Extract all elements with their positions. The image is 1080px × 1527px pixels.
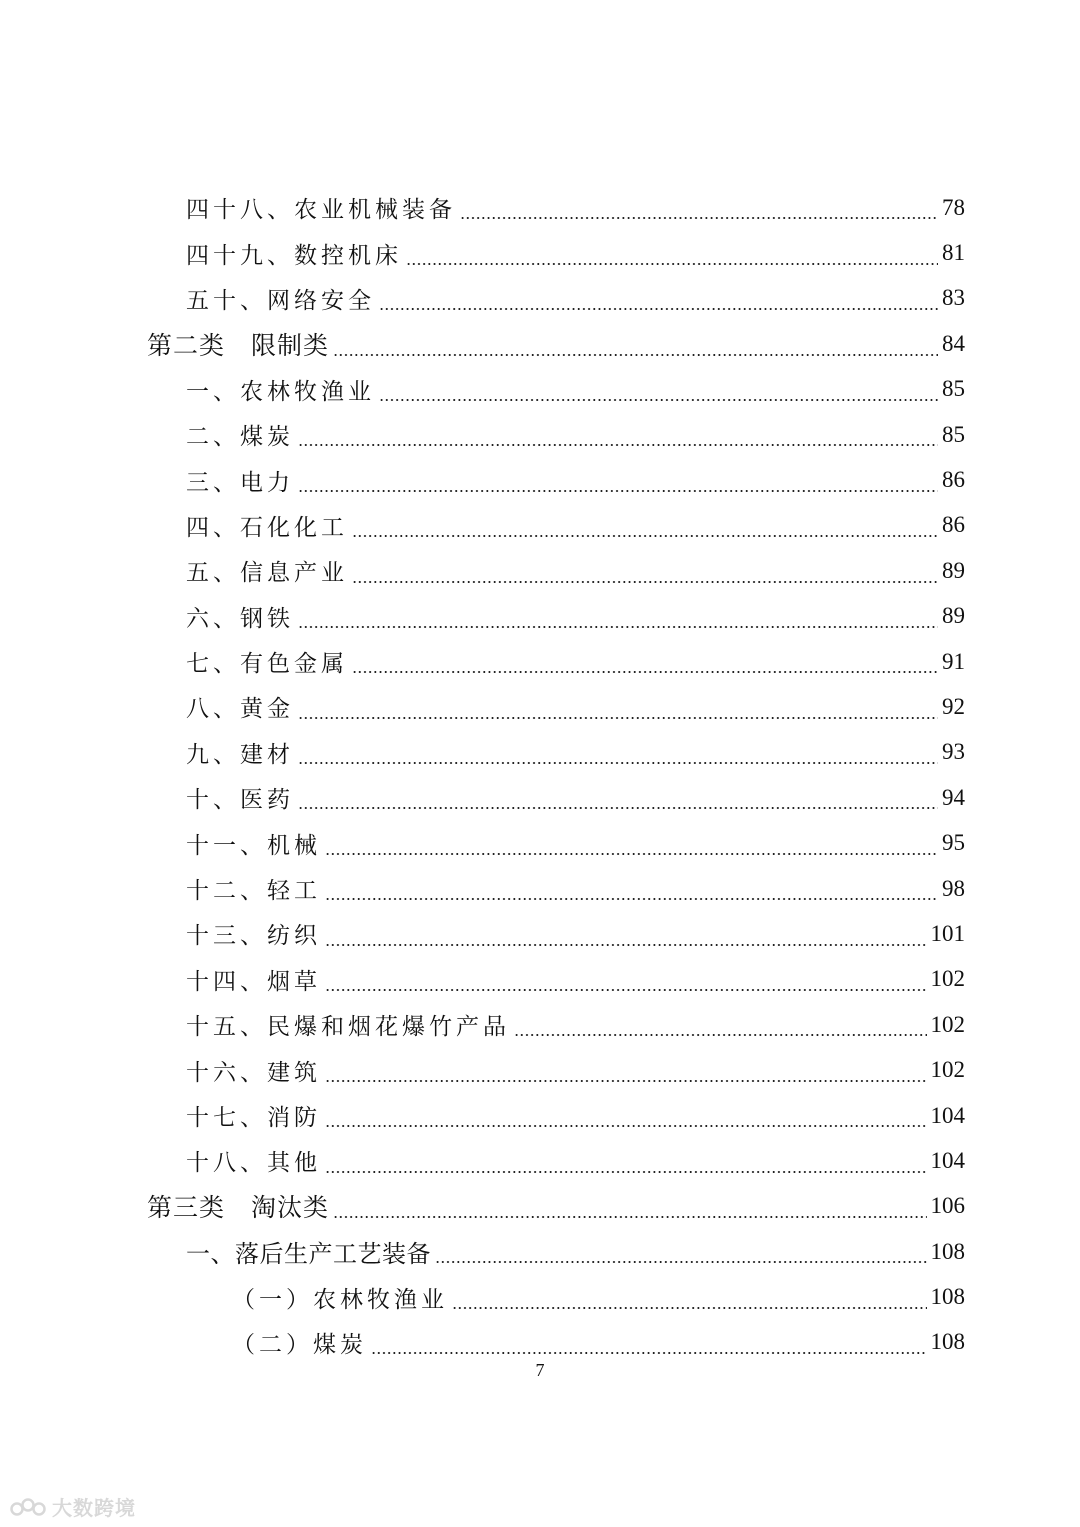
dot-leader — [435, 1261, 927, 1263]
toc-entry-page: 85 — [942, 376, 965, 402]
toc-entry-title: 九、建材 — [186, 741, 294, 768]
toc-entry-page: 86 — [942, 512, 965, 538]
toc-entry-title: 一、落后生产工艺装备 — [186, 1240, 431, 1269]
page-number: 7 — [535, 1360, 545, 1380]
toc-entry[interactable] — [0, 684, 1080, 729]
toc-entry-page: 83 — [942, 285, 965, 311]
toc-entry-page: 102 — [930, 966, 965, 992]
toc-entry-title: 二、煤炭 — [186, 424, 294, 451]
dot-leader — [352, 671, 938, 673]
toc-entry-title: 十四、烟草 — [186, 968, 321, 995]
dot-leader — [325, 1171, 927, 1173]
toc-entry-title: 五十、网络安全 — [186, 287, 375, 314]
toc-entry-title: 十二、轻工 — [186, 878, 321, 905]
toc-entry-page: 108 — [930, 1284, 965, 1310]
dot-leader — [298, 762, 938, 764]
toc-entry-page: 84 — [942, 330, 965, 356]
dot-leader — [514, 1034, 927, 1036]
toc-subentry[interactable] — [0, 1320, 1080, 1365]
toc-entry[interactable] — [0, 412, 1080, 457]
toc-category-restricted[interactable] — [0, 321, 1080, 366]
toc-subentry[interactable] — [0, 1274, 1080, 1319]
toc-entry-title: 十五、民爆和烟花爆竹产品 — [186, 1014, 510, 1041]
toc-entry-title: 十七、消防 — [186, 1105, 321, 1131]
toc-entry-page: 104 — [930, 1102, 965, 1128]
toc-entry[interactable] — [0, 548, 1080, 593]
toc-entry[interactable] — [0, 1002, 1080, 1047]
toc-entry[interactable] — [0, 503, 1080, 548]
toc-entry-page: 89 — [942, 557, 965, 583]
toc-entry[interactable] — [0, 457, 1080, 502]
dot-leader — [325, 1080, 927, 1082]
dot-leader — [379, 308, 938, 310]
watermark-text: 大数跨境 — [52, 1496, 136, 1520]
dot-leader — [325, 853, 938, 855]
toc-entry-page: 98 — [942, 875, 965, 901]
toc-entry[interactable] — [0, 866, 1080, 911]
toc-entry-page: 86 — [942, 467, 965, 493]
dot-leader — [298, 444, 938, 446]
toc-entry-page: 102 — [930, 1011, 965, 1037]
toc-entry-title: 十六、建筑 — [186, 1059, 321, 1086]
toc-entry-page: 106 — [930, 1193, 965, 1219]
dot-leader — [298, 807, 938, 809]
table-of-contents — [0, 185, 1080, 1365]
toc-entry[interactable] — [0, 775, 1080, 820]
dot-leader — [379, 399, 938, 401]
toc-entry-title: （二）煤炭 — [232, 1331, 367, 1358]
dot-leader — [325, 944, 927, 946]
toc-entry-page: 104 — [930, 1147, 965, 1173]
toc-entry-title: 十三、纺织 — [186, 923, 321, 950]
toc-entry[interactable] — [0, 185, 1080, 230]
toc-entry-page: 85 — [942, 421, 965, 447]
toc-entry-page: 108 — [930, 1238, 965, 1264]
dot-leader — [460, 217, 938, 219]
dot-leader — [325, 989, 927, 991]
toc-entry[interactable] — [0, 367, 1080, 412]
dot-leader — [325, 1125, 927, 1127]
toc-entry-page: 78 — [942, 194, 965, 220]
toc-entry[interactable] — [0, 230, 1080, 275]
dot-leader — [333, 1216, 926, 1218]
toc-entry-page: 101 — [930, 920, 965, 946]
toc-entry-title: 七、有色金属 — [186, 651, 348, 678]
toc-entry[interactable] — [0, 820, 1080, 865]
toc-entry[interactable] — [0, 911, 1080, 956]
dot-leader — [352, 535, 938, 537]
dot-leader — [452, 1307, 927, 1309]
toc-category-eliminated[interactable] — [0, 1184, 1080, 1229]
dot-leader — [298, 626, 938, 628]
toc-entry-title: 一、农林牧渔业 — [186, 378, 375, 405]
toc-entry[interactable] — [0, 957, 1080, 1002]
toc-entry-title: 八、黄金 — [186, 696, 294, 723]
toc-entry-title: 十、医药 — [186, 787, 294, 814]
dot-leader — [333, 354, 938, 356]
toc-entry-page: 81 — [942, 240, 965, 266]
toc-entry[interactable] — [0, 1047, 1080, 1092]
toc-entry-page: 91 — [942, 648, 965, 674]
dot-leader — [371, 1352, 927, 1354]
dot-leader — [298, 490, 938, 492]
toc-entry[interactable] — [0, 276, 1080, 321]
toc-entry-title: 十一、机械 — [186, 832, 321, 859]
toc-entry-title: 十八、其他 — [186, 1150, 321, 1177]
toc-entry[interactable] — [0, 730, 1080, 775]
toc-entry-title: 五、信息产业 — [186, 560, 348, 587]
toc-entry[interactable] — [0, 1093, 1080, 1138]
toc-entry-page: 94 — [942, 784, 965, 810]
toc-entry-page: 92 — [942, 693, 965, 719]
dot-leader — [298, 717, 938, 719]
dot-leader — [406, 263, 938, 265]
toc-section[interactable] — [0, 1229, 1080, 1274]
toc-entry-title: 四、石化化工 — [186, 514, 348, 541]
toc-entry-page: 89 — [942, 603, 965, 629]
dot-leader — [325, 898, 938, 900]
toc-entry-title: 六、钢铁 — [186, 605, 294, 632]
toc-entry[interactable] — [0, 1138, 1080, 1183]
toc-entry-title: 三、电力 — [186, 469, 294, 496]
dot-leader — [352, 581, 938, 583]
toc-entry-title: （一）农林牧渔业 — [232, 1286, 448, 1313]
toc-entry[interactable] — [0, 594, 1080, 639]
toc-entry-title: 四十八、农业机械装备 — [186, 197, 456, 224]
toc-entry-title: 第三类 淘汰类 — [147, 1193, 330, 1223]
toc-entry-title: 四十九、数控机床 — [186, 242, 402, 269]
toc-entry[interactable] — [0, 639, 1080, 684]
toc-entry-title: 第二类 限制类 — [147, 330, 330, 360]
toc-entry-page: 102 — [930, 1057, 965, 1083]
toc-entry-page: 95 — [942, 830, 965, 856]
brand-logo-icon — [10, 1494, 48, 1520]
watermark — [10, 1492, 136, 1521]
toc-entry-page: 93 — [942, 739, 965, 765]
toc-entry-page: 108 — [930, 1329, 965, 1355]
